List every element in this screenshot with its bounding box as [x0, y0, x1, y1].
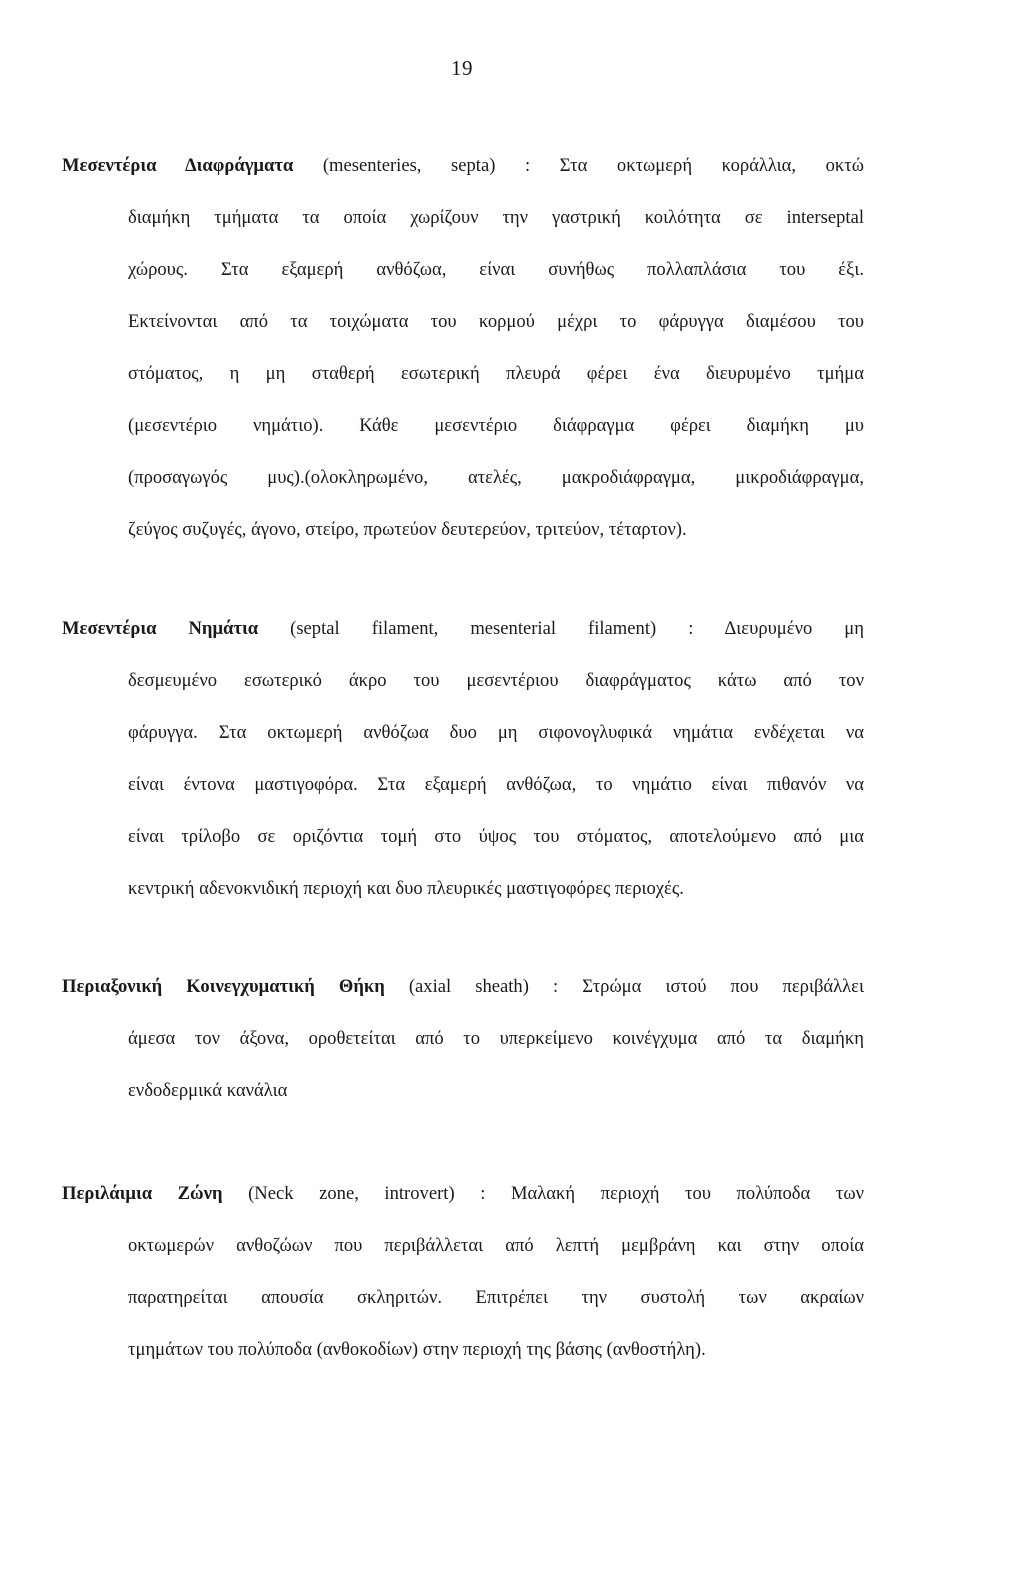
entry-text: άμεσα τον άξονα, οροθετείται από το υπερκείμενο κοινέγχυμα από τα διαμήκη	[128, 1028, 864, 1049]
entry-term: Περιλάιμια Ζώνη	[62, 1183, 223, 1204]
entry-text: (προσαγωγός μυς).(ολοκληρωμένο, ατελές, μακροδιάφραγμα, μικροδιάφραγμα,	[128, 467, 864, 488]
entry-first-line	[62, 961, 864, 1013]
glossary-entry	[62, 603, 864, 915]
entry-term: Μεσεντέρια Νημάτια	[62, 618, 259, 639]
entry-term: Μεσεντέρια Διαφράγματα	[62, 155, 294, 176]
entry-term: Περιαξονική Κοινεγχυματική Θήκη	[62, 976, 385, 997]
entry-text: τμημάτων του πολύποδα (ανθοκοδίων) στην περιοχή της βάσης (ανθοστήλη).	[128, 1339, 706, 1360]
glossary-entry	[62, 140, 864, 556]
entry-text: κεντρική αδενοκνιδική περιοχή και δυο πλευρικές μαστιγοφόρες περιοχές.	[128, 878, 684, 899]
entry-text: χώρους. Στα εξαμερή ανθόζωα, είναι συνήθως πολλαπλάσια του έξι.	[128, 259, 864, 280]
entry-first-line	[62, 603, 864, 655]
entry-text: είναι έντονα μαστιγοφόρα. Στα εξαμερή ανθόζωα, το νημάτιο είναι πιθανόν να	[128, 774, 864, 795]
entry-text: παρατηρείται απουσία σκληριτών. Επιτρέπει την συστολή των ακραίων	[128, 1287, 864, 1308]
entry-text: φάρυγγα. Στα οκτωμερή ανθόζωα δυο μη σιφονογλυφικά νημάτια ενδέχεται να	[128, 722, 864, 743]
entry-text: (septal filament, mesenterial filament) : Διευρυμένο μη	[258, 618, 864, 639]
page-number: 19	[451, 56, 473, 80]
entry-text: ζεύγος συζυγές, άγονο, στείρο, πρωτεύον δευτερεύον, τριτεύον, τέταρτον).	[128, 519, 687, 540]
entry-text: οκτωμερών ανθοζώων που περιβάλλεται από λεπτή μεμβράνη και στην οποία	[128, 1235, 864, 1256]
entry-first-line	[62, 140, 864, 192]
entry-text: δεσμευμένο εσωτερικό άκρο του μεσεντέριου διαφράγματος κάτω από τον	[128, 670, 864, 691]
entry-text: Εκτείνονται από τα τοιχώματα του κορμού μέχρι το φάρυγγα διαμέσου του	[128, 311, 864, 332]
entry-text: (mesenteries, septa) : Στα οκτωμερή κοράλλια, οκτώ	[293, 155, 864, 176]
entry-text: ενδοδερμικά κανάλια	[128, 1080, 288, 1101]
entry-first-line	[62, 1168, 864, 1220]
entry-text: διαμήκη τμήματα τα οποία χωρίζουν την γαστρική κοιλότητα σε interseptal	[128, 207, 864, 228]
entry-text: (μεσεντέριο νημάτιο). Κάθε μεσεντέριο διάφραγμα φέρει διαμήκη μυ	[128, 415, 864, 436]
entry-text: στόματος, η μη σταθερή εσωτερική πλευρά φέρει ένα διευρυμένο τμήμα	[128, 363, 864, 384]
glossary-entry	[62, 961, 864, 1117]
entry-text: (Neck zone, introvert) : Μαλακή περιοχή του πολύποδα των	[222, 1183, 864, 1204]
glossary-entry	[62, 1168, 864, 1376]
entry-text: (axial sheath) : Στρώμα ιστού που περιβάλλει	[384, 976, 864, 997]
entry-text: είναι τρίλοβο σε οριζόντια τομή στο ύψος του στόματος, αποτελούμενο από μια	[128, 826, 864, 847]
